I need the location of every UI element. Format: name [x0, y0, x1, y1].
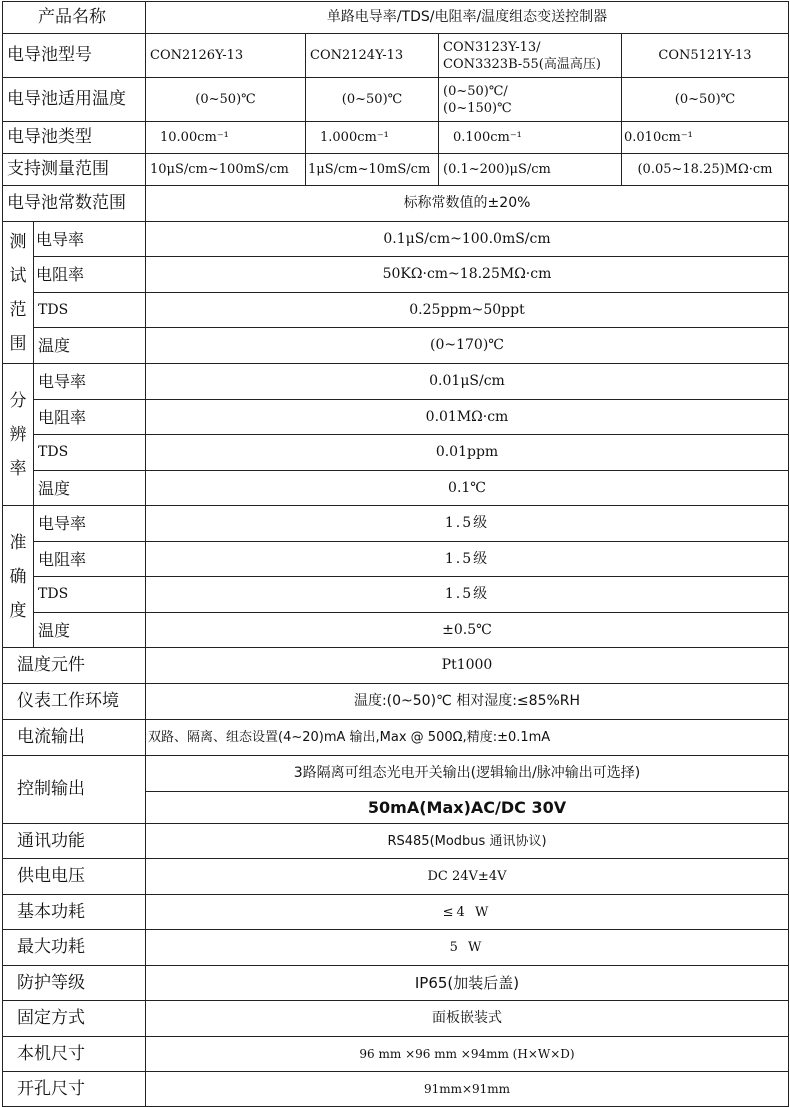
value-model-2: CON2124Y-13 [306, 34, 439, 78]
row-size [3, 1037, 789, 1072]
row-acc-conductivity [3, 506, 789, 542]
value-control-out-2: 50mA(Max)AC/DC 30V [146, 792, 789, 824]
row-temp-element [3, 648, 789, 684]
group-char: 测 [9, 231, 27, 252]
row-res-tds [3, 435, 789, 471]
row-test-resistivity [3, 257, 789, 293]
value-mounting: 面板嵌装式 [146, 1001, 789, 1037]
value-model-4: CON5121Y-13 [622, 34, 789, 78]
label-protection: 防护等级 [3, 966, 146, 1001]
value-base-power: ≤4 W [146, 895, 789, 930]
label-supply: 供电电压 [3, 859, 146, 895]
label-acc-temp: 温度 [34, 613, 146, 648]
value-test-temp: (0~170)℃ [146, 328, 789, 364]
row-acc-tds [3, 577, 789, 613]
value-temp-4: (0~50)℃ [622, 78, 789, 122]
value-control-out-1: 3路隔离可组态光电开关输出(逻辑输出/脉冲输出可选择) [146, 756, 789, 792]
value-size: 96 mm ×96 mm ×94mm (H×W×D) [146, 1037, 789, 1072]
value-model-3a: CON3123Y-13/ [443, 39, 541, 55]
value-temp-3 [439, 78, 622, 122]
label-comm: 通讯功能 [3, 824, 146, 859]
row-mounting [3, 1001, 789, 1037]
value-res-temp: 0.1℃ [146, 471, 789, 506]
value-meas-4: (0.05~18.25)MΩ·cm [622, 154, 789, 186]
value-test-tds: 0.25ppm~50ppt [146, 293, 789, 328]
row-product [3, 2, 789, 34]
label-product: 产品名称 [3, 2, 146, 34]
label-test-tds: TDS [34, 293, 146, 328]
row-res-conductivity [3, 364, 789, 400]
label-test-resistivity: 电阻率 [34, 257, 146, 293]
value-supply: DC 24V±4V [146, 859, 789, 895]
group-char: 准 [9, 532, 27, 553]
row-supply [3, 859, 789, 895]
value-model-3 [439, 34, 622, 78]
group-char: 试 [9, 265, 27, 286]
value-protection: IP65(加装后盖) [146, 966, 789, 1001]
row-model [3, 34, 789, 78]
label-max-power: 最大功耗 [3, 930, 146, 966]
label-temp-element: 温度元件 [3, 648, 146, 684]
label-mounting: 固定方式 [3, 1001, 146, 1037]
row-res-resistivity [3, 400, 789, 435]
row-protection [3, 966, 789, 1001]
group-char: 范 [9, 299, 27, 320]
row-res-temp [3, 471, 789, 506]
value-meas-3: (0.1~200)μS/cm [439, 154, 622, 186]
value-res-resistivity: 0.01MΩ·cm [146, 400, 789, 435]
value-const-range: 标称常数值的±20% [146, 186, 789, 222]
value-cutout: 91mm×91mm [146, 1072, 789, 1107]
label-meas-range: 支持测量范围 [3, 154, 146, 186]
label-control-out: 控制输出 [3, 756, 146, 824]
label-test-conductivity: 电导率 [34, 222, 146, 257]
row-test-tds [3, 293, 789, 328]
label-current-out: 电流输出 [3, 720, 146, 756]
value-type-1: 10.00cm⁻¹ [146, 122, 306, 154]
row-cutout [3, 1072, 789, 1107]
value-acc-temp: ±0.5℃ [146, 613, 789, 648]
label-acc-resistivity: 电阻率 [34, 542, 146, 577]
value-meas-2: 1μS/cm~10mS/cm [306, 154, 439, 186]
label-acc-tds: TDS [34, 577, 146, 613]
row-meas-range [3, 154, 789, 186]
label-model: 电导池型号 [3, 34, 146, 78]
value-res-tds: 0.01ppm [146, 435, 789, 471]
value-meas-1: 10μS/cm~100mS/cm [146, 154, 306, 186]
group-char: 分 [9, 390, 27, 411]
value-type-3: 0.100cm⁻¹ [439, 122, 622, 154]
value-res-conductivity: 0.01μS/cm [146, 364, 789, 400]
value-temp-3b: (0~150)℃ [443, 100, 512, 116]
value-test-conductivity: 0.1μS/cm~100.0mS/cm [146, 222, 789, 257]
label-res-resistivity: 电阻率 [34, 400, 146, 435]
value-temp-element: Pt1000 [146, 648, 789, 684]
group-char: 率 [9, 458, 27, 479]
group-char: 围 [9, 333, 27, 354]
value-current-out: 双路、隔离、组态设置(4~20)mA 输出,Max @ 500Ω,精度:±0.1mA [146, 720, 789, 756]
value-environment: 温度:(0~50)℃ 相对湿度:≤85%RH [146, 684, 789, 720]
row-test-conductivity [3, 222, 789, 257]
row-acc-resistivity [3, 542, 789, 577]
group-char: 度 [9, 600, 27, 621]
label-environment: 仪表工作环境 [3, 684, 146, 720]
row-comm [3, 824, 789, 859]
group-char: 确 [9, 566, 27, 587]
row-current-out [3, 720, 789, 756]
label-res-temp: 温度 [34, 471, 146, 506]
label-res-conductivity: 电导率 [34, 364, 146, 400]
value-acc-tds: 1.5级 [146, 577, 789, 613]
value-type-4: 0.010cm⁻¹ [622, 122, 789, 154]
group-char: 辨 [9, 424, 27, 445]
group-resolution [3, 364, 34, 506]
row-control-out-1 [3, 756, 789, 792]
value-product: 单路电导率/TDS/电阻率/温度组态变送控制器 [146, 2, 789, 34]
spec-table [2, 1, 789, 1107]
label-temp-range: 电导池适用温度 [3, 78, 146, 122]
group-accuracy [3, 506, 34, 648]
value-max-power: 5 W [146, 930, 789, 966]
row-temp-range [3, 78, 789, 122]
label-size: 本机尺寸 [3, 1037, 146, 1072]
row-max-power [3, 930, 789, 966]
row-acc-temp [3, 613, 789, 648]
value-acc-conductivity: 1.5级 [146, 506, 789, 542]
value-temp-2: (0~50)℃ [306, 78, 439, 122]
row-const-range [3, 186, 789, 222]
row-cell-type [3, 122, 789, 154]
group-test-range [3, 222, 34, 364]
row-environment [3, 684, 789, 720]
label-test-temp: 温度 [34, 328, 146, 364]
label-cutout: 开孔尺寸 [3, 1072, 146, 1107]
value-acc-resistivity: 1.5级 [146, 542, 789, 577]
value-model-1: CON2126Y-13 [146, 34, 306, 78]
value-type-2: 1.000cm⁻¹ [306, 122, 439, 154]
label-acc-conductivity: 电导率 [34, 506, 146, 542]
label-const-range: 电导池常数范围 [3, 186, 146, 222]
row-test-temp [3, 328, 789, 364]
row-base-power [3, 895, 789, 930]
label-cell-type: 电导池类型 [3, 122, 146, 154]
label-res-tds: TDS [34, 435, 146, 471]
value-temp-1: (0~50)℃ [146, 78, 306, 122]
label-base-power: 基本功耗 [3, 895, 146, 930]
value-temp-3a: (0~50)℃/ [443, 83, 508, 99]
value-test-resistivity: 50KΩ·cm~18.25MΩ·cm [146, 257, 789, 293]
value-model-3b: CON3323B-55(高温高压) [443, 56, 601, 72]
value-comm: RS485(Modbus 通讯协议) [146, 824, 789, 859]
